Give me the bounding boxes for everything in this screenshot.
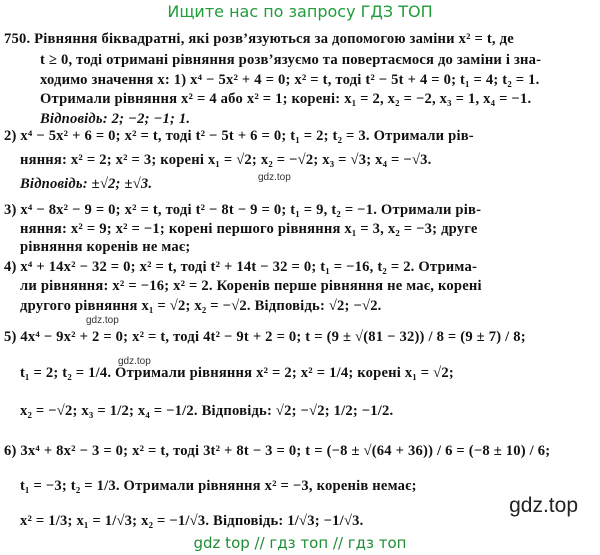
text-line: ходимо значення x: 1) x⁴ − 5x² + 4 = 0; x² = t, тоді t² − 5t + 4 = 0; t₁ = 4; t₂ = 1. xyxy=(40,72,540,88)
answer-line: Відповідь: ±√2; ±√3. xyxy=(20,176,153,192)
text-line: t ≥ 0, тоді отримані рівняння розв’язуємо та повертаємося до заміни і зна- xyxy=(40,52,542,68)
text-line: няння: x² = 9; x² = −1; корені першого рівняння x₁ = 3, x₂ = −3; друге xyxy=(20,221,478,237)
text-line: другого рівняння x₁ = √2; x₂ = −√2. Відповідь: √2; −√2. xyxy=(20,298,382,314)
top-banner: Ищите нас по запросу ГДЗ ТОП xyxy=(167,2,433,21)
text-line: 750. Рівняння біквадратні, які розв’язуються за допомогою заміни x² = t, де xyxy=(4,31,514,47)
text-line: няння: x² = 2; x² = 3; корені x₁ = √2; x₂ = −√2; x₃ = √3; x₄ = −√3. xyxy=(20,152,432,168)
answer-line: Відповідь: 2; −2; −1; 1. xyxy=(40,111,191,127)
text-line: 5) 4x⁴ − 9x² + 2 = 0; x² = t, тоді 4t² − 9t + 2 = 0; t = (9 ± √(81 − 32)) / 8 = (9 ± 7) / 8; xyxy=(4,329,526,345)
text-line: x₂ = −√2; x₃ = 1/2; x₄ = −1/2. Відповідь: √2; −√2; 1/2; −1/2. xyxy=(20,403,394,419)
text-line: Отримали рівняння x² = 4 або x² = 1; корені: x₁ = 2, x₂ = −2, x₃ = 1, x₄ = −1. xyxy=(40,91,532,107)
text-line: рівняння коренів не має; xyxy=(20,239,191,255)
text-line: t₁ = −3; t₂ = 1/3. Отримали рівняння x² = −3, коренів немає; xyxy=(20,478,417,494)
text-line: 6) 3x⁴ + 8x² − 3 = 0; x² = t, тоді 3t² + 8t − 3 = 0; t = (−8 ± √(64 + 36)) / 6 = (−8 ± 10) / 6; xyxy=(4,443,551,459)
watermark-small: gdz.top xyxy=(118,356,151,367)
text-line: 4) x⁴ + 14x² − 32 = 0; x² = t, тоді t² + 14t − 32 = 0; t₁ = −16, t₂ = 2. Отрима- xyxy=(4,259,478,275)
watermark-big: gdz.top xyxy=(509,494,578,517)
footer-banner: gdz top // гдз топ // гдз топ xyxy=(193,534,407,552)
watermark-small: gdz.top xyxy=(86,315,119,326)
text-line: t₁ = 2; t₂ = 1/4. Отримали рівняння x² = 2; x² = 1/4; корені x₁ = √2; xyxy=(20,365,454,381)
text-line: ли рівняння: x² = −16; x² = 2. Коренів перше рівняння не має, корені xyxy=(20,278,482,294)
text-line: x² = 1/3; x₁ = 1/√3; x₂ = −1/√3. Відповідь: 1/√3; −1/√3. xyxy=(20,513,364,529)
watermark-small: gdz.top xyxy=(258,172,291,183)
text-line: 2) x⁴ − 5x² + 6 = 0; x² = t, тоді t² − 5t + 6 = 0; t₁ = 2; t₂ = 3. Отримали рів- xyxy=(4,128,474,144)
text-line: 3) x⁴ − 8x² − 9 = 0; x² = t, тоді t² − 8t − 9 = 0; t₁ = 9, t₂ = −1. Отримали рів- xyxy=(4,202,482,218)
